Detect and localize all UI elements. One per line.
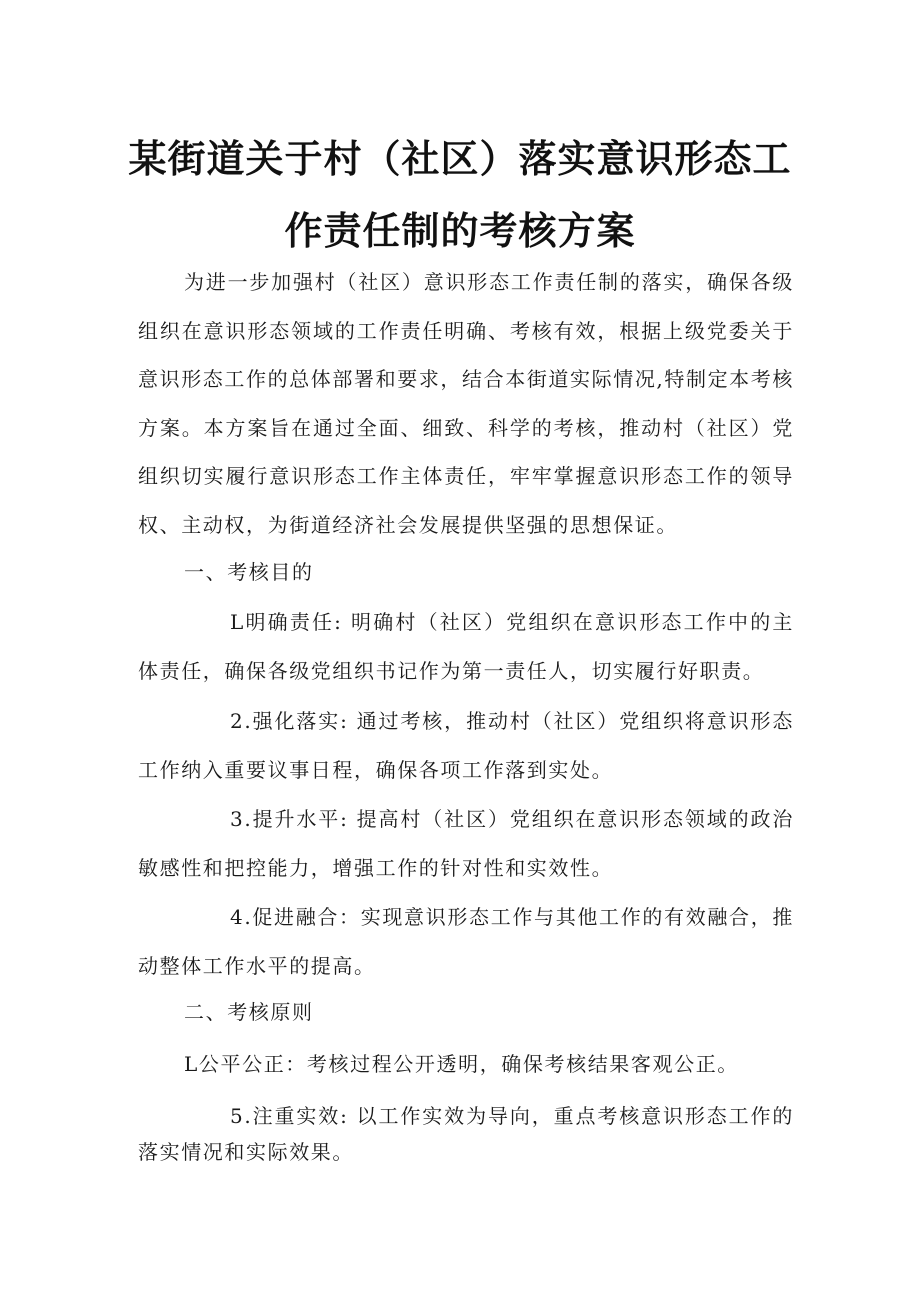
item-text: .促进融合：实现意识形态工作与其他工作的有效融合，推动整体工作水平的提高。 (138, 905, 794, 978)
document-title-line-2: 作责任制的考核方案 (284, 209, 636, 253)
item-text: 公平公正：考核过程公开透明，确保考核结果客观公正。 (198, 1052, 739, 1076)
section-1-item-1 (138, 598, 794, 695)
item-text: 明确责任: 明确村（社区）党组织在意识形态工作中的主体责任，确保各级党组织书记作为第一责任人，切实履行好职责。 (138, 610, 794, 683)
item-text: .注重实效: 以工作实效为导向，重点考核意识形态工作的落实情况和实际效果。 (138, 1104, 794, 1164)
section-1-item-3 (138, 795, 794, 892)
section-1-item-2 (138, 697, 794, 794)
item-number: L (184, 1052, 199, 1076)
item-number: 4 (230, 905, 245, 929)
document-title-line-1: 某街道关于村（社区）落实意识形态工 (128, 137, 792, 181)
section-2-item-1 (184, 1048, 794, 1080)
section-2-item-2 (138, 1098, 794, 1170)
intro-paragraph: 为进一步加强村（社区）意识形态工作责任制的落实，确保各级组织在意识形态领域的工作责任明确、考核有效，根据上级党委关于意识形态工作的总体部署和要求，结合本街道实际情况,特制定本考核方案。本方案旨在通过全面、细致、科学的考核，推动村（社区）党组织切实履行意识形态工作主体责任，牢牢掌握意识形态工作的领导权、主动权，为街道经济社会发展提供坚强的思想保证。 (138, 270, 794, 537)
item-number: 5 (230, 1104, 245, 1128)
item-text: .提升水平: 提高村（社区）党组织在意识形态领域的政治敏感性和把控能力，增强工作的针对性和实效性。 (138, 807, 794, 880)
section-1-item-4 (138, 893, 794, 990)
section-2-heading: 二、考核原则 (184, 1000, 314, 1024)
section-1-heading: 一、考核目的 (184, 560, 314, 584)
item-text: .强化落实: 通过考核，推动村（社区）党组织将意识形态工作纳入重要议事日程，确保各项工作落到实处。 (138, 709, 794, 782)
item-number: L (230, 610, 245, 634)
item-number: 3 (230, 807, 245, 831)
item-number: 2 (230, 709, 245, 733)
